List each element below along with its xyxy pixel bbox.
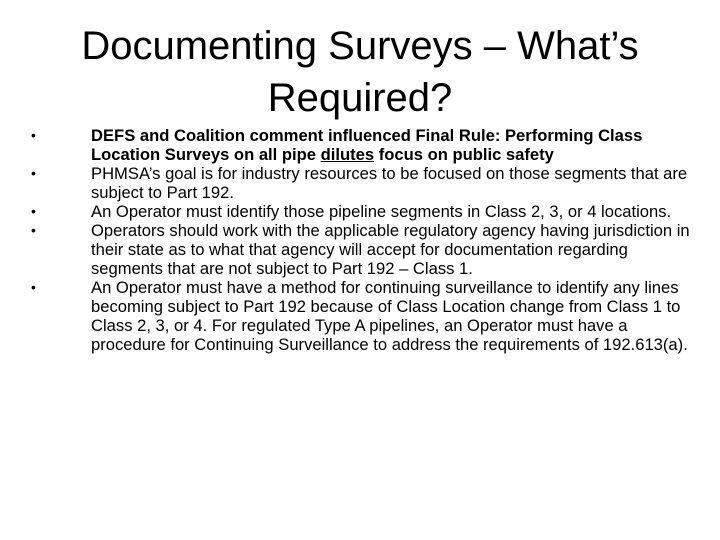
bullet-text: PHMSA’s goal is for industry resources to be focused on those segments that are subject to Part 192. [91, 164, 688, 202]
bullet-text-part: DEFS and Coalition comment influenced Final Rule: Performing Class Location Surveys on all pipe [91, 126, 643, 164]
bullet-dot: • [31, 203, 36, 219]
underlined-word: dilutes [320, 145, 375, 164]
bullet-item [20, 126, 690, 164]
bullet-text [91, 126, 690, 164]
bullet-item [20, 164, 690, 202]
bullet-item [20, 221, 690, 278]
bullet-list [20, 126, 690, 354]
bullet-item [20, 278, 690, 354]
bullet-item [20, 202, 690, 221]
bullet-text: Operators should work with the applicable regulatory agency having jurisdiction in their state as to what that agency will accept for documentation regarding segments that are not subject to Part 192 – Class 1. [91, 221, 690, 278]
bullet-text: An Operator must have a method for continuing surveillance to identify any lines becoming subject to Part 192 because of Class Location change from Class 1 to Class 2, 3, or 4. For regulated Type A pipelines, an Operator must have a procedure for Continuing Surveillance to address the requirements of 192.613(a). [91, 278, 688, 354]
bullet-dot: • [31, 127, 36, 143]
bullet-dot: • [31, 222, 36, 238]
bullet-text: An Operator must identify those pipeline segments in Class 2, 3, or 4 locations. [91, 202, 672, 221]
bullet-text-part: focus on public safety [374, 145, 554, 164]
bullet-dot: • [31, 279, 36, 295]
slide-title: Documenting Surveys – What’s Required? [81, 24, 639, 120]
bullet-dot: • [31, 165, 36, 181]
